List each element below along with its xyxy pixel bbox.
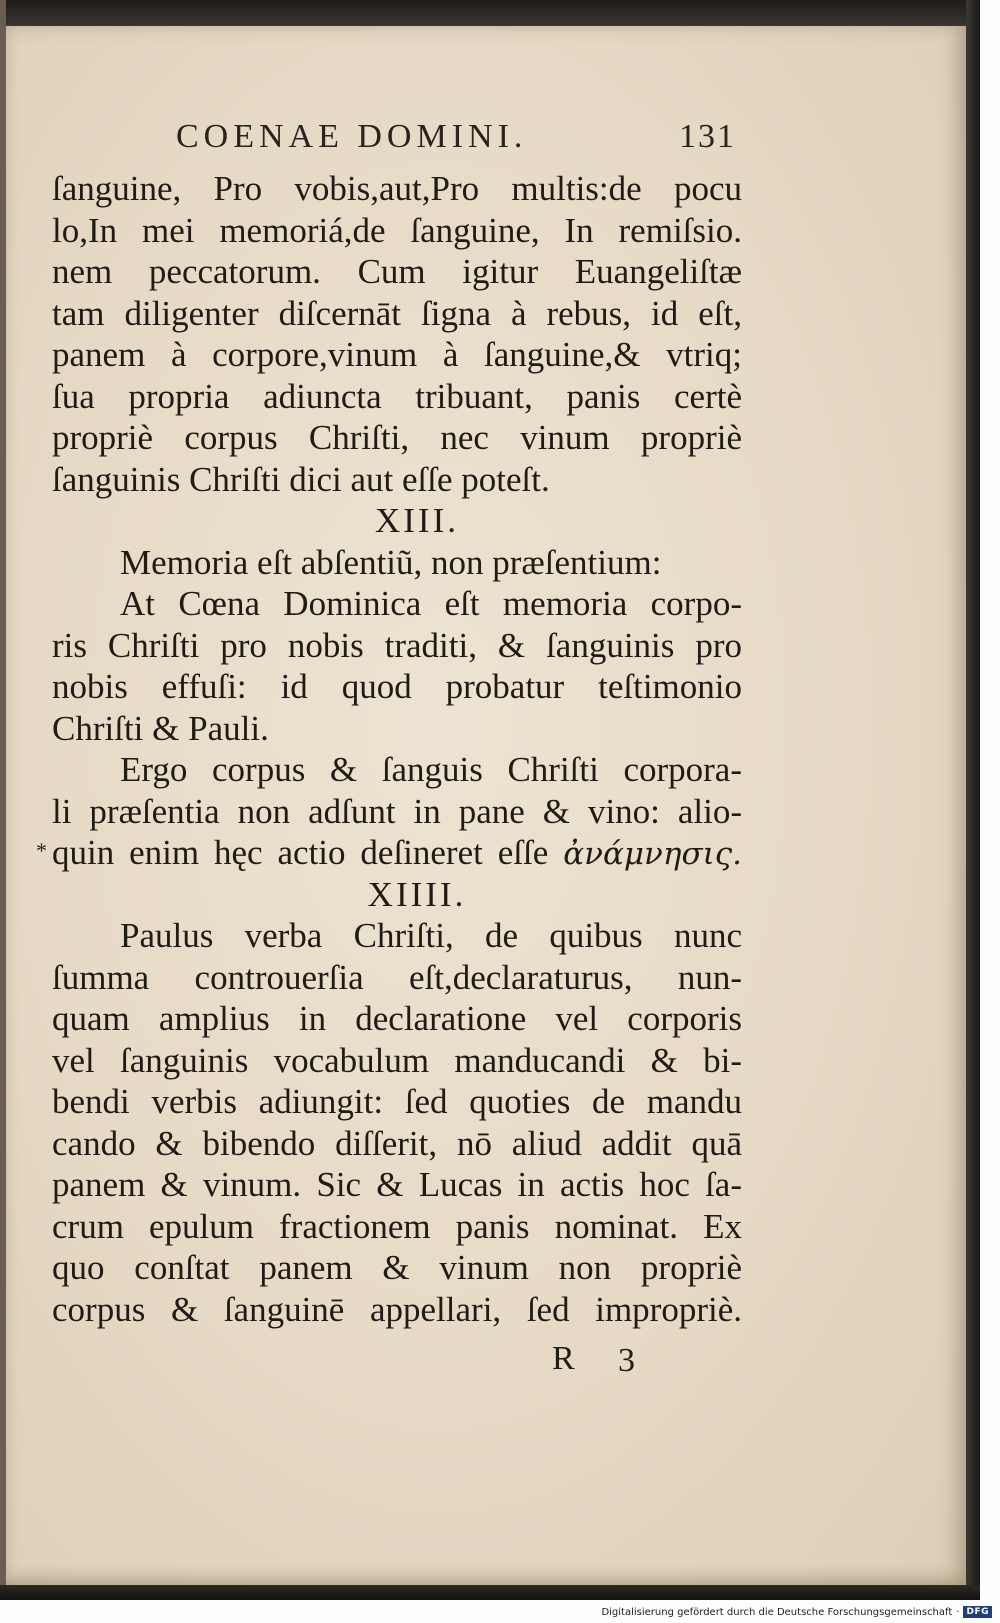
text-line [52, 542, 742, 584]
text-line [52, 1123, 742, 1165]
text-line [52, 210, 742, 252]
line-text: bendi verbis adiungit: ſed quoties de mandu [52, 1082, 742, 1121]
scan-edge-bottom [0, 1585, 980, 1600]
line-text: quam amplius in declaratione vel corporis [52, 999, 742, 1038]
text-block [52, 168, 742, 1330]
line-text: li præſentia non adſunt in pane & vino: alio- [52, 791, 742, 831]
text-line [52, 915, 742, 957]
text-line [52, 957, 742, 999]
text-line [52, 1206, 742, 1248]
running-title: COENAE DOMINI. [176, 118, 528, 155]
text-line [52, 459, 742, 501]
line-text: tam diligenter diſcernāt ſigna à rebus, id eſt, [52, 293, 742, 333]
section-heading [52, 500, 742, 542]
text-line [52, 583, 742, 625]
signature-number: 3 [618, 1342, 635, 1379]
line-text: Memoria eſt abſentiũ, non præſentium: [120, 542, 662, 582]
text-line [52, 1040, 742, 1082]
text-line [52, 666, 742, 708]
line-text: panem & vinum. Sic & Lucas in actis hoc ſa- [52, 1165, 742, 1204]
digitization-credit [601, 1604, 992, 1620]
line-text: propriè corpus Chriſti, nec vinum propriè [52, 418, 742, 457]
line-text: quin enim hęc actio deſineret eſſe [52, 833, 549, 872]
line-text: ſanguinis Chriſti dici aut eſſe poteſt. [52, 459, 550, 499]
line-text: XIII. [375, 501, 459, 540]
section-heading [52, 874, 742, 916]
text-line [52, 1081, 742, 1123]
text-line [52, 708, 742, 750]
line-text: lo,In mei memoriá,de ſanguine, In remiſsio. [52, 210, 742, 250]
line-text: ris Chriſti pro nobis traditi, & ſanguinis pro [52, 625, 742, 665]
scan-edge-right [966, 0, 980, 1600]
line-text: ſumma controuerſia eſt,declaraturus, nun- [52, 957, 742, 997]
text-line [52, 417, 742, 459]
line-text: nobis effuſi: id quod probatur teſtimonio [52, 667, 742, 706]
text-line [52, 334, 742, 376]
page-number: 131 [679, 118, 736, 155]
scan-edge-top [0, 0, 975, 26]
signature-letter: R [552, 1340, 575, 1377]
line-text: cando & bibendo diſſerit, nō aliud addit quā [52, 1123, 742, 1163]
text-line [52, 791, 742, 833]
line-text: XIIII. [367, 874, 467, 914]
credit-text: Digitalisierung gefördert durch die Deutsche Forschungsgemeinschaft [601, 1606, 953, 1618]
text-line [52, 1164, 742, 1206]
text-line [52, 1289, 742, 1331]
line-text: nem peccatorum. Cum igitur Euangeliſtæ [52, 252, 742, 291]
text-line [52, 168, 742, 210]
greek-word: ἀνάμνησις. [563, 836, 742, 872]
line-text: Paulus verba Chriſti, de quibus nunc [120, 916, 742, 955]
running-head [176, 118, 736, 164]
line-text: Ergo corpus & ſanguis Chriſti corpora- [120, 750, 742, 789]
text-line [52, 625, 742, 667]
text-line [52, 998, 742, 1040]
line-text: crum epulum fractionem panis nominat. Ex [52, 1206, 742, 1246]
line-text: Chriſti & Pauli. [52, 708, 269, 748]
dfg-logo-icon: DFG [963, 1606, 992, 1618]
line-text: ſua propria adiuncta tribuant, panis certè [52, 376, 742, 416]
line-text: At Cœna Dominica eſt memoria corpo- [120, 584, 742, 623]
text-line [52, 832, 742, 874]
text-line [52, 293, 742, 335]
line-text: ſanguine, Pro vobis,aut,Pro multis:de pocu [52, 169, 742, 208]
text-line [52, 1247, 742, 1289]
margin-asterisk: * [36, 838, 47, 863]
signature-mark [552, 1340, 752, 1380]
text-line [52, 749, 742, 791]
line-text: panem à corpore,vinum à ſanguine,& vtriq; [52, 335, 742, 374]
line-text: corpus & ſanguinē appellari, ſed impropriè. [52, 1289, 742, 1329]
line-text: quo conſtat panem & vinum non propriè [52, 1248, 742, 1287]
dash-separator: · [956, 1606, 960, 1618]
line-text: vel ſanguinis vocabulum manducandi & bi- [52, 1040, 742, 1080]
text-line [52, 251, 742, 293]
text-line [52, 376, 742, 418]
